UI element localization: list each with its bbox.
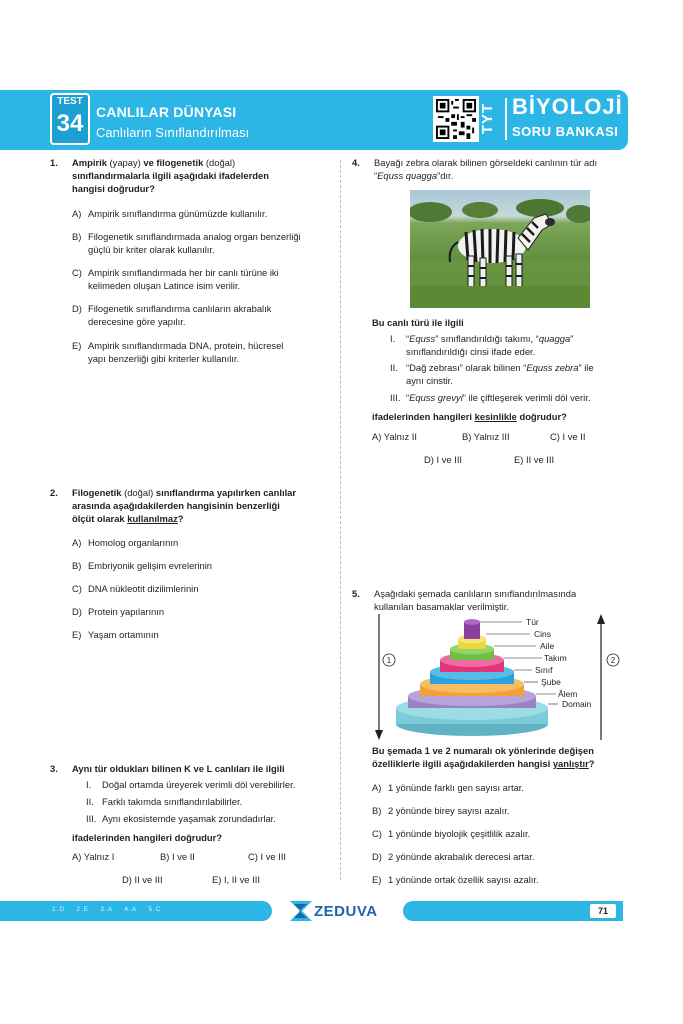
test-number: 34 (56, 110, 84, 137)
q4-option-d[interactable]: D) I ve III (424, 454, 463, 465)
classification-pyramid (372, 612, 622, 742)
q5-option-a[interactable]: A) 1 yönünde farklı gen sayısı artar. (372, 782, 525, 793)
level-label-tur: Tür (526, 617, 539, 627)
question-number: 3. (50, 763, 58, 774)
zeduva-logo-text: ZEDUVA (314, 903, 378, 920)
q1-option-a[interactable]: A) Ampirik sınıflandırma günümüzde kullanılır. (72, 208, 268, 219)
q5-option-b[interactable]: B) 2 yönünde birey sayısı azalır. (372, 805, 510, 816)
brand-subtitle: SORU BANKASI (512, 124, 619, 139)
arrow-2-label: 2 (610, 656, 616, 665)
q5-option-d[interactable]: D) 2 yönünde akrabalık derecesi artar. (372, 851, 535, 862)
q4-statement-2: II. “Dağ zebrası” olarak bilinen “Equss zebra” ile aynı cinstir. (390, 362, 594, 386)
q5-option-e[interactable]: E) 1 yönünde ortak özellik sayısı azalır. (372, 874, 539, 885)
q1-option-b[interactable]: B) Filogenetik sınıflandırmada analog organ benzerliği güçlü bir kriter olarak kullanılır. (72, 231, 301, 255)
q4-option-b[interactable]: B) Yalnız III (462, 431, 510, 442)
level-label-domain: Domain (562, 699, 592, 709)
arrow-2-head (597, 614, 605, 624)
brand-title: BİYOLOJİ (512, 94, 623, 119)
q1-option-d[interactable]: D) Filogenetik sınıflandırma canlıların akrabalık derecesine göre yapılır. (72, 303, 272, 327)
unit-title: CANLILAR DÜNYASI (96, 104, 237, 120)
q4-statement-3: III. “Equss grevyi” ile çiftleşerek verimli döl verir. (390, 392, 591, 403)
level-label-takim: Takım (544, 653, 567, 663)
q2-option-e[interactable]: E) Yaşam ortamının (72, 629, 159, 640)
page-number: 71 (590, 904, 616, 918)
test-badge (50, 93, 90, 145)
q2-option-c[interactable]: C) DNA nükleotit dizilimlerinin (72, 583, 199, 594)
q3-question-ask: ifadelerinden hangileri doğrudur? (72, 832, 223, 843)
level-label-aile: Aile (540, 641, 555, 651)
q3-option-c[interactable]: C) I ve III (248, 851, 287, 862)
q2-option-a[interactable]: A) Homolog organlarının (72, 537, 179, 548)
question-number: 4. (352, 157, 360, 168)
zebra-illustration (410, 190, 590, 308)
level-label-sinif: Sınıf (535, 665, 553, 675)
question-number: 2. (50, 487, 58, 498)
brand-tyt: TYT (479, 102, 497, 135)
q4-question-ask: ifadelerinden hangileri kesinlikle doğrudur? (372, 411, 567, 422)
question-number: 1. (50, 157, 58, 168)
test-label: TEST (57, 96, 83, 107)
q1-option-c[interactable]: C) Ampirik sınıflandırmada her bir canlı türüne iki kelimeden oluşan Latince isim verilir. (72, 267, 279, 291)
q5-question-ask: Bu şemada 1 ve 2 numaralı ok yönlerinde değişen özelliklerle ilgili aşağıdakilerden hangisi yanlıştır? (372, 745, 595, 769)
q4-statement-1: I. “Equss” sınıflandırıldığı takımı, “quagga” sınıflandırıldığı cinsi ifade eder. (390, 333, 574, 357)
q3-option-d[interactable]: D) II ve III (122, 874, 163, 885)
zebra-photo (410, 190, 590, 308)
q4-option-a[interactable]: A) Yalnız II (372, 431, 417, 442)
level-label-cins: Cins (534, 629, 552, 639)
q4-intro: Bu canlı türü ile ilgili (372, 317, 464, 328)
q4-option-c[interactable]: C) I ve II (550, 431, 586, 442)
unit-subtitle: Canlıların Sınıflandırılması (96, 125, 250, 140)
q2-option-b[interactable]: B) Embriyonik gelişim evrelerinin (72, 560, 212, 571)
brand-divider (505, 98, 507, 140)
zeduva-logo-icon (290, 901, 312, 921)
q5-option-c[interactable]: C) 1 yönünde biyolojik çeşitlilik azalır. (372, 828, 531, 839)
level-label-alem: Âlem (558, 689, 578, 699)
qr-code-icon (436, 99, 476, 139)
arrow-1-head (375, 730, 383, 740)
answer-key: 1.D 2.E 3.A 4.A 5.C (52, 906, 162, 913)
q3-option-e[interactable]: E) I, II ve III (212, 874, 260, 885)
qr-code[interactable] (433, 96, 479, 142)
q4-option-e[interactable]: E) II ve III (514, 454, 555, 465)
q2-option-d[interactable]: D) Protein yapılarının (72, 606, 165, 617)
arrow-1-label: 1 (386, 656, 392, 665)
q1-option-e[interactable]: E) Ampirik sınıflandırmada DNA, protein, hücresel yapı benzerliği gibi kriterler kullanılır. (72, 340, 284, 364)
question-number: 5. (352, 588, 360, 599)
level-label-sube: Şube (541, 677, 561, 687)
q3-option-a[interactable]: A) Yalnız I (72, 851, 115, 862)
q3-option-b[interactable]: B) I ve II (160, 851, 195, 862)
